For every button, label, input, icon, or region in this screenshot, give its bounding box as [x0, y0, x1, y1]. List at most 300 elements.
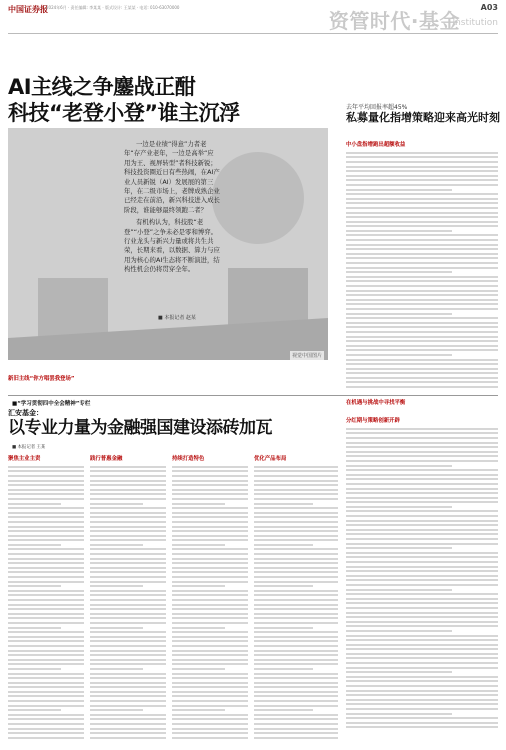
- text-line: [8, 709, 61, 711]
- text-line: [346, 694, 498, 696]
- text-line: [254, 599, 338, 601]
- text-line: [346, 317, 498, 319]
- text-line: [346, 575, 498, 577]
- article2-subhead-4: 优化产品布局: [254, 456, 287, 462]
- text-line: [346, 483, 498, 485]
- text-line: [346, 671, 452, 673]
- text-line: [90, 654, 166, 656]
- article2-rule: [8, 395, 498, 396]
- text-line: [8, 705, 84, 707]
- text-line: [254, 590, 338, 592]
- text-line: [346, 179, 498, 181]
- text-line: [346, 543, 498, 545]
- text-line: [8, 613, 84, 615]
- text-line: [254, 723, 338, 725]
- right-column-lower: [346, 414, 498, 740]
- text-line: [346, 294, 498, 296]
- text-line: [90, 709, 143, 711]
- text-line: [346, 506, 452, 508]
- article2-byline: ■ 本报记者 王某: [12, 445, 46, 450]
- text-line: [254, 718, 338, 720]
- text-line: [172, 654, 248, 656]
- headline-line-2: 科技“老登小登”谁主沉浮: [8, 101, 240, 125]
- text-line: [254, 659, 338, 661]
- text-line: [172, 512, 248, 514]
- text-line: [172, 576, 248, 578]
- text-line: [254, 673, 338, 675]
- text-line: [8, 475, 84, 477]
- text-line: [8, 489, 84, 491]
- text-line: [172, 571, 248, 573]
- text-line: [254, 677, 338, 679]
- text-line: [254, 521, 338, 523]
- text-line: [90, 732, 166, 734]
- text-line: [346, 451, 498, 453]
- text-line: [90, 544, 143, 546]
- text-line: [172, 503, 225, 505]
- text-line: [254, 558, 338, 560]
- text-line: [172, 521, 248, 523]
- article2-column-3: [172, 452, 248, 740]
- text-line: [346, 552, 498, 554]
- text-line: [8, 526, 84, 528]
- text-line: [8, 535, 84, 537]
- text-line: [172, 470, 248, 472]
- text-line: [90, 567, 166, 569]
- text-line: [8, 673, 84, 675]
- text-line: [346, 556, 498, 558]
- text-line: [90, 539, 166, 541]
- left-column-top: [8, 372, 108, 392]
- text-line: [346, 570, 498, 572]
- text-line: [254, 608, 338, 610]
- text-line: [8, 650, 84, 652]
- masthead-meta: 2024年6月 · 责任编辑: 李某某 · 版式设计: 王某某 · 电话: 010-63070000: [46, 5, 180, 10]
- text-line: [346, 175, 498, 177]
- text-line: [346, 221, 498, 223]
- intro-byline: ■ 本报记者 赵某: [158, 315, 196, 321]
- text-line: [8, 558, 84, 560]
- text-line: [346, 460, 498, 462]
- text-line: [346, 437, 498, 439]
- text-line: [90, 668, 143, 670]
- text-line: [346, 290, 498, 292]
- article2-title-block: [8, 408, 338, 438]
- text-line: [90, 673, 166, 675]
- text-line: [90, 718, 166, 720]
- text-line: [172, 594, 248, 596]
- text-line: [8, 636, 84, 638]
- text-line: [8, 512, 84, 514]
- text-line: [254, 567, 338, 569]
- text-line: [254, 645, 338, 647]
- text-line: [8, 585, 61, 587]
- text-line: [172, 535, 248, 537]
- text-line: [90, 622, 166, 624]
- text-line: [172, 682, 248, 684]
- text-line: [8, 539, 84, 541]
- text-line: [90, 498, 166, 500]
- article2-headline: 以专业力量为金融强国建设添砖加瓦: [8, 418, 272, 438]
- text-line: [8, 581, 84, 583]
- text-line: [254, 732, 338, 734]
- intro-block: [8, 128, 328, 368]
- text-line: [90, 723, 166, 725]
- text-line: [172, 599, 248, 601]
- text-line: [346, 349, 498, 351]
- text-line: [8, 622, 84, 624]
- headline-line-1: AI主线之争鏖战正酣: [8, 75, 196, 99]
- text-line: [90, 714, 166, 716]
- text-line: [346, 676, 498, 678]
- text-line: [90, 663, 166, 665]
- text-line: [346, 377, 498, 379]
- text-line: [254, 622, 338, 624]
- text-line: [172, 608, 248, 610]
- text-line: [346, 432, 498, 434]
- text-line: [346, 524, 498, 526]
- text-line: [172, 590, 248, 592]
- text-line: [172, 585, 225, 587]
- text-line: [346, 262, 498, 264]
- text-line: [90, 608, 166, 610]
- text-line: [90, 512, 166, 514]
- text-line: [8, 544, 61, 546]
- text-line: [346, 386, 498, 388]
- text-line: [346, 717, 498, 719]
- text-line: [254, 640, 338, 642]
- text-line: [254, 737, 338, 739]
- text-line: [8, 576, 84, 578]
- text-line: [346, 593, 498, 595]
- text-line: [254, 654, 338, 656]
- text-line: [172, 530, 248, 532]
- text-line: [346, 336, 498, 338]
- text-line: [8, 737, 84, 739]
- text-line: [346, 616, 498, 618]
- text-line: [346, 166, 498, 168]
- text-line: [90, 585, 143, 587]
- text-line: [8, 553, 84, 555]
- text-line: [346, 189, 452, 191]
- text-line: [346, 253, 498, 255]
- text-line: [346, 584, 498, 586]
- text-line: [8, 503, 61, 505]
- text-line: [172, 668, 225, 670]
- text-line: [8, 480, 84, 482]
- right-subhead-2-wrap: [346, 396, 498, 410]
- text-line: [172, 737, 248, 739]
- text-line: [8, 645, 84, 647]
- text-line: [90, 548, 166, 550]
- text-line: [346, 354, 452, 356]
- text-line: [346, 207, 498, 209]
- text-line: [90, 521, 166, 523]
- right-article-title: [346, 102, 504, 125]
- text-line: [172, 645, 248, 647]
- page-number: A03: [480, 3, 498, 12]
- text-line: [90, 493, 166, 495]
- text-line: [172, 539, 248, 541]
- text-line: [254, 668, 313, 670]
- text-line: [346, 680, 498, 682]
- text-line: [90, 631, 166, 633]
- text-line: [346, 561, 498, 563]
- text-line: [172, 613, 248, 615]
- text-line: [8, 627, 61, 629]
- text-line: [254, 562, 338, 564]
- text-line: [90, 466, 166, 468]
- text-line: [90, 599, 166, 601]
- text-line: [8, 608, 84, 610]
- text-line: [346, 428, 498, 430]
- text-line: [172, 480, 248, 482]
- text-line: [172, 475, 248, 477]
- text-line: [90, 686, 166, 688]
- text-line: [254, 489, 338, 491]
- text-line: [90, 480, 166, 482]
- text-line: [8, 718, 84, 720]
- text-line: [346, 244, 498, 246]
- right-article-kicker: 去年平均回报率超45%: [346, 104, 408, 111]
- text-line: [346, 703, 498, 705]
- text-line: [172, 732, 248, 734]
- text-line: [346, 212, 498, 214]
- text-line: [254, 682, 338, 684]
- text-line: [8, 691, 84, 693]
- text-line: [172, 723, 248, 725]
- text-line: [8, 521, 84, 523]
- text-line: [346, 198, 498, 200]
- text-line: [8, 604, 84, 606]
- text-line: [346, 547, 452, 549]
- text-line: [90, 728, 166, 730]
- text-line: [172, 728, 248, 730]
- photo-credit: 视觉中国图片: [291, 353, 322, 359]
- text-line: [346, 170, 498, 172]
- text-line: [8, 562, 84, 564]
- text-line: [172, 484, 248, 486]
- text-line: [254, 714, 338, 716]
- text-line: [346, 465, 452, 467]
- article2-kicker: ■“学习贯彻四中全会精神”专栏: [12, 401, 91, 407]
- text-line: [8, 590, 84, 592]
- text-line: [172, 691, 248, 693]
- intro-text: [124, 140, 220, 278]
- text-line: [346, 478, 498, 480]
- text-line: [254, 686, 338, 688]
- text-line: [8, 548, 84, 550]
- text-line: [346, 488, 498, 490]
- text-line: [8, 567, 84, 569]
- article2-subhead-3: 持续打造特色: [172, 456, 205, 462]
- text-line: [90, 475, 166, 477]
- text-line: [346, 667, 498, 669]
- text-line: [254, 613, 338, 615]
- text-line: [346, 331, 498, 333]
- text-line: [8, 682, 84, 684]
- text-line: [346, 589, 452, 591]
- text-line: [254, 663, 338, 665]
- text-line: [346, 299, 498, 301]
- text-line: [346, 257, 498, 259]
- text-line: [346, 156, 498, 158]
- right-subhead-1: 中小盘指增跑出超额收益: [346, 142, 406, 148]
- text-line: [254, 516, 338, 518]
- text-line: [346, 520, 498, 522]
- text-line: [254, 503, 313, 505]
- text-line: [254, 530, 338, 532]
- text-line: [346, 510, 498, 512]
- text-line: [254, 548, 338, 550]
- section-english: Institution: [452, 18, 498, 28]
- intro-paragraph-1: 一边是业绩“得意”力者老年“存产业老年，一边是高举“应用为王、视屏转型”者科技新锐；科技投资圈近日有些热闹，在AI产业人员新锐（AI）发展展的第三年，在二级市场上，老牌成熟企业已经走在前沿，新兴科技进入成长阶段，谁能够最终领跑二者？: [124, 140, 220, 214]
- text-line: [90, 470, 166, 472]
- text-line: [346, 515, 498, 517]
- text-line: [254, 581, 338, 583]
- article2-subhead-5: 分红期与策略创新开辟: [346, 418, 400, 424]
- text-line: [8, 732, 84, 734]
- text-line: [346, 726, 498, 728]
- text-line: [90, 590, 166, 592]
- text-line: [90, 594, 166, 596]
- text-line: [254, 636, 338, 638]
- text-line: [8, 686, 84, 688]
- text-line: [346, 280, 498, 282]
- text-line: [90, 613, 166, 615]
- right-subhead-2: 在机遇与挑战中寻找平衡: [346, 400, 406, 406]
- text-line: [172, 659, 248, 661]
- text-line: [254, 480, 338, 482]
- text-line: [346, 230, 452, 232]
- text-line: [172, 714, 248, 716]
- text-line: [8, 668, 61, 670]
- text-line: [254, 691, 338, 693]
- text-line: [172, 673, 248, 675]
- text-line: [172, 493, 248, 495]
- text-line: [254, 585, 313, 587]
- text-line: [346, 345, 498, 347]
- text-line: [90, 581, 166, 583]
- text-line: [90, 627, 143, 629]
- text-line: [346, 248, 498, 250]
- text-line: [346, 690, 498, 692]
- text-line: [90, 604, 166, 606]
- text-line: [90, 558, 166, 560]
- text-line: [254, 466, 338, 468]
- text-line: [8, 498, 84, 500]
- text-line: [8, 470, 84, 472]
- section-title: 资管时代·基金: [328, 9, 460, 33]
- text-line: [172, 507, 248, 509]
- main-headline: [8, 74, 338, 126]
- text-line: [346, 267, 498, 269]
- text-line: [254, 535, 338, 537]
- text-line: [346, 699, 498, 701]
- text-line: [346, 326, 498, 328]
- text-line: [346, 184, 498, 186]
- text-line: [254, 695, 338, 697]
- section-banner: [320, 0, 506, 33]
- text-line: [172, 695, 248, 697]
- text-line: [172, 640, 248, 642]
- text-line: [346, 497, 498, 499]
- text-line: [8, 677, 84, 679]
- text-line: [8, 728, 84, 730]
- text-line: [90, 562, 166, 564]
- text-line: [8, 659, 84, 661]
- text-line: [172, 489, 248, 491]
- text-line: [254, 493, 338, 495]
- text-line: [172, 636, 248, 638]
- text-line: [172, 581, 248, 583]
- text-line: [346, 368, 498, 370]
- text-line: [8, 631, 84, 633]
- text-line: [346, 363, 498, 365]
- text-line: [172, 466, 248, 468]
- text-line: [254, 594, 338, 596]
- text-line: [172, 700, 248, 702]
- text-line: [90, 489, 166, 491]
- article2-column-2: [90, 452, 166, 740]
- text-line: [90, 645, 166, 647]
- text-line: [346, 602, 498, 604]
- text-line: [254, 709, 313, 711]
- text-line: [346, 340, 498, 342]
- text-line: [172, 562, 248, 564]
- text-line: [90, 737, 166, 739]
- masthead: [0, 0, 506, 40]
- text-line: [172, 558, 248, 560]
- text-line: [8, 700, 84, 702]
- text-line: [346, 607, 498, 609]
- text-line: [346, 216, 498, 218]
- text-line: [90, 535, 166, 537]
- text-line: [254, 498, 338, 500]
- text-line: [90, 526, 166, 528]
- text-line: [346, 529, 498, 531]
- text-line: [254, 576, 338, 578]
- text-line: [90, 503, 143, 505]
- text-line: [254, 539, 338, 541]
- text-line: [346, 234, 498, 236]
- right-article-body: [346, 138, 498, 390]
- text-line: [172, 677, 248, 679]
- article2-column-4: [254, 452, 338, 740]
- text-line: [8, 571, 84, 573]
- text-line: [90, 705, 166, 707]
- text-line: [8, 507, 84, 509]
- text-line: [346, 653, 498, 655]
- text-line: [8, 714, 84, 716]
- text-line: [254, 728, 338, 730]
- text-line: [172, 604, 248, 606]
- text-line: [90, 700, 166, 702]
- text-line: [254, 475, 338, 477]
- text-line: [346, 239, 498, 241]
- text-line: [172, 631, 248, 633]
- text-line: [346, 372, 498, 374]
- text-line: [254, 705, 338, 707]
- text-line: [172, 686, 248, 688]
- text-line: [346, 276, 498, 278]
- text-line: [346, 359, 498, 361]
- text-line: [346, 644, 498, 646]
- text-line: [8, 484, 84, 486]
- text-line: [346, 303, 498, 305]
- text-line: [346, 152, 498, 154]
- text-line: [90, 617, 166, 619]
